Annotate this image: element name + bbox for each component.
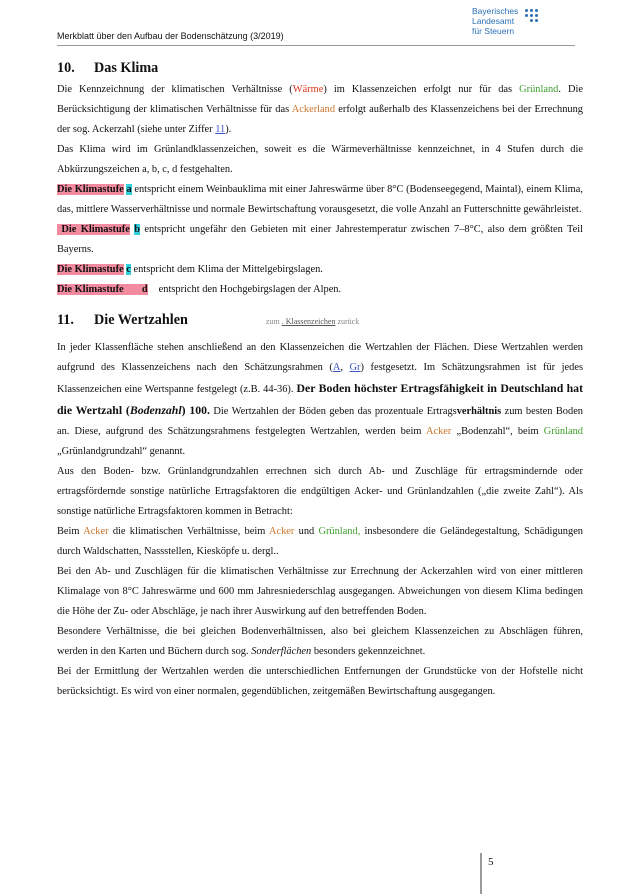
gruenland-term: Grünland (543, 426, 583, 437)
klimastufe-label-text: Die Klimastufe (57, 284, 124, 295)
text-run: zum besten Boden an. Diese, aufgrund des Schätzungsrahmens festgelegten Wertzahlen, werden beim (57, 406, 584, 437)
ziffer-11-link[interactable]: 11 (215, 124, 226, 135)
text-run: Besondere Verhältnisse, die bei gleichen Bodenverhältnissen, also bei gleichem Klassenzeichen zu Abschlägen führen, werden in den Karten und Büchern durch sog. (57, 626, 583, 657)
gruenland-term: Grünland, (318, 526, 361, 537)
klimastufe-label (57, 224, 130, 235)
zurueck-link[interactable]: zurück (335, 317, 360, 326)
klimastufe-text: entspricht einem Weinbauklima mit einer Jahreswärme über 8°C (Bodenseegegend, Maintal), einem Klima, das, mittlere Wasserverhältnisse und normale Bewirtschaftung vorausgesetzt, die volle Anzahl an Futterschnitte gewährleistet. (57, 184, 583, 215)
klimastufe-letter: d (141, 284, 148, 295)
text-run: ) 100. (181, 403, 210, 417)
klimastufe-text: entspricht ungefähr den Gebieten mit einer Jahrestemperatur zwischen 7–8°C, also dem größten Teil Bayerns. (57, 224, 583, 255)
klimastufe-c (57, 260, 583, 280)
klima-paragraph-2: Das Klima wird im Grünlandklassenzeichen, soweit es die Wärmeverhältnisse kennzeichnet, in 4 Stufen durch die Abkürzungszeichen a, b, c, d festgehalten. (57, 144, 583, 175)
verhaeltnis-term: verhältnis (456, 406, 502, 417)
klimastufe-letter: a (126, 184, 132, 195)
klimastufe-text: entspricht dem Klima der Mittelgebirgslagen. (130, 264, 323, 275)
logo-line-3: für Steuern (472, 26, 515, 36)
page-number: 5 (488, 856, 494, 868)
ackerland-term: Ackerland (291, 104, 336, 115)
wertzahlen-paragraph-6: Bei der Ermittlung der Wertzahlen werden die unterschiedlichen Entfernungen der Grundstücke von der Hofstelle nicht berücksichtigt. Es wird von einer normalen, gegendüblichen, zeitgemäßen Bewirtschaftung ausgegangen. (57, 666, 583, 697)
text-run: die klimatischen Verhältnisse, beim (108, 526, 269, 537)
bodenzahl-term: Bodenzahl (129, 403, 182, 417)
acker-term: Acker (425, 426, 452, 437)
klimastufe-b (57, 220, 583, 260)
section-nav (266, 312, 359, 332)
klimastufe-d (57, 280, 583, 300)
klima-paragraph-1 (57, 80, 583, 140)
text-run: erfolgt außerhalb des Klassenzeichens bei der Errechnung der sog. Ackerzahl (siehe unter Ziffer (57, 104, 583, 135)
section-11-title: Die Wertzahlen (94, 312, 188, 328)
bayerisches-landesamt-logo (472, 6, 542, 41)
logo-dots-icon (525, 9, 539, 23)
nav-prefix: zum (265, 317, 282, 326)
wertzahlen-paragraph-5 (57, 622, 583, 662)
text-run: Die Kennzeichnung der klimatischen Verhältnisse ( (57, 84, 293, 95)
section-10-heading (57, 58, 583, 78)
wertzahlen-paragraph-1 (57, 338, 583, 462)
text-run: ) im Klassenzeichen erfolgt nur für das (323, 84, 520, 95)
section-10-number: 10. (57, 60, 75, 76)
wertzahlen-paragraph-3 (57, 522, 583, 562)
klimastufe-letter: b (134, 224, 140, 235)
text-run: insbesondere die Geländegestaltung, Schädigungen durch Waldschatten, Nassstellen, Kiesköpfe u. dergl.. (57, 526, 583, 557)
text-run: Die Wertzahlen der Böden geben das prozentuale Ertrags (210, 406, 457, 417)
klimastufe-label: Die Klimastufe (57, 264, 124, 275)
klassenzeichen-link[interactable]: . Klassenzeichen (281, 317, 336, 326)
klimastufe-label: Die Klimastufe (57, 184, 124, 195)
klimastufe-label-text: Die Klimastufe (61, 224, 130, 235)
acker-term: Acker (83, 526, 109, 537)
wertzahlen-paragraph-2: Aus den Boden- bzw. Grünlandgrundzahlen errechnen sich durch Ab- und Zuschläge für ertragsmindernde oder ertragsfördernde sonstige natürliche Ertragsfaktoren die endgültigen Acker- und Grünlandzahlen („die zweite Zahl“). Als sonstige natürliche Ertragsfaktoren kommen in Betracht: (57, 466, 583, 517)
klimastufe-letter: c (126, 264, 131, 275)
waerme-term: Wärme (292, 84, 324, 95)
section-10-title: Das Klima (94, 60, 159, 76)
klimastufe-label (57, 284, 148, 295)
text-run: Beim (57, 526, 84, 537)
text-run: . Die Berücksichtigung der klimatischen Verhältnisse für das (57, 84, 584, 115)
logo-line-2: Landesamt (472, 16, 515, 26)
page-content (57, 58, 583, 702)
wertzahlen-paragraph-4: Bei den Ab- und Zuschlägen für die klimatischen Verhältnisse zur Errechnung der Ackerzahlen wird von einer mittleren Klimalage von 8°C Jahreswärme und 600 mm Jahresniederschlag ausgegangen. Abweichungen von diesem Klima bedingen die Höhe der Zu- oder Abschläge, je nach ihrer Auswirkung auf den betreffenden Boden. (57, 566, 583, 617)
text-run: besonders gekennzeichnet. (311, 646, 426, 657)
text-run: „Grünlandgrundzahl“ genannt. (57, 446, 186, 457)
text-run: , (340, 362, 350, 373)
text-run: „Bodenzahl“, beim (451, 426, 544, 437)
section-11-heading (57, 310, 583, 332)
text-run: und (294, 526, 319, 537)
klimastufe-a (57, 180, 583, 220)
klimastufe-text: entspricht den Hochgebirgslagen der Alpen. (158, 284, 342, 295)
text-run: ) festgesetzt. Im Schätzungsrahmen ist für jedes Klassenzeichen eine Wertspanne festgelegt (z.B. 44-36). (57, 362, 584, 395)
schaetzungsrahmen-gr-link[interactable]: Gr (349, 362, 361, 373)
gruenland-term: Grünland (519, 84, 559, 95)
text-run: In jeder Klassenfläche stehen anschließend an den Klassenzeichen die Wertzahlen der Flächen. Diese Wertzahlen werden aufgrund des Klassenzeichens nach den Schätzungsrahmen ( (57, 342, 583, 373)
sonderflaechen-term: Sonderflächen (251, 646, 312, 657)
header-divider (57, 45, 575, 46)
acker-term: Acker (268, 526, 295, 537)
text-run: Der Boden höchster Ertragsfähigkeit in Deutschland hat die Wertzahl ( (57, 381, 584, 417)
section-11-number: 11. (57, 312, 74, 328)
document-title: Merkblatt über den Aufbau der Bodenschätzung (3/2019) (57, 31, 284, 41)
text-run: ). (225, 124, 232, 135)
logo-line-1: Bayerisches (472, 6, 519, 16)
schaetzungsrahmen-a-link[interactable]: A (332, 362, 341, 373)
footer-divider (480, 853, 482, 894)
